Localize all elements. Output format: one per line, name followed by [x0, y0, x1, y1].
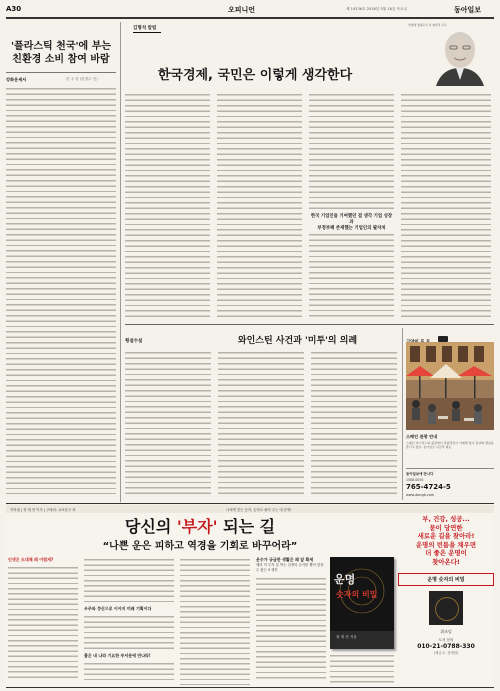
left-headline-line-2: 친환경 소비 참여 바람: [12, 54, 110, 65]
column-tag: 김형석 칼럼: [133, 26, 157, 31]
ad-top-line: 저작권 | 정 재 현 이사 | 구매처: 교보문고 외: [10, 507, 76, 512]
column-divider-1: [120, 22, 121, 502]
page-number: A30: [6, 5, 22, 13]
main-body-col-3-bottom: [309, 232, 394, 318]
publisher-phone-label: 1588-0050: [406, 478, 424, 482]
left-body-text: [6, 86, 116, 494]
main-bottom-rule: [125, 324, 494, 325]
publisher-box: [406, 468, 494, 499]
main-body-col-2: [217, 92, 302, 318]
ad-book-caption-body: [330, 653, 394, 685]
ad-right-body: [256, 576, 326, 682]
ad-middle-heading-2: 좋은 내 나라 기요한 부서문에 만나라!: [84, 653, 151, 658]
ad-mid-body-3: [84, 661, 174, 681]
ad-title-post: 되는 길: [217, 517, 276, 536]
author-portrait-image: [408, 24, 488, 86]
book-author: 정 재 현 지음: [336, 635, 357, 639]
ad-side-small: (예금주: 정재현): [433, 650, 459, 655]
ad-side-image-inner: [435, 597, 459, 621]
main-body-col-1: [125, 92, 210, 318]
book-title-2: 숫자의 비밀: [336, 590, 378, 599]
header-rule: [6, 17, 494, 19]
ad-right-subheading: 제비 이 부자 꿈 박는 일생의 숫자를 뽑아 맞을 수 왔는 5 행산: [256, 563, 324, 572]
ad-left-body: [8, 565, 78, 681]
ad-side-phone: 010-21-0788-330: [417, 642, 475, 650]
ad-middle-heading: 우주와 정신으로 이어지 미래 기획이다: [84, 606, 152, 611]
photo-tag: [406, 328, 494, 340]
left-column: [6, 22, 116, 500]
advertisement: [6, 505, 494, 687]
bottom-body-col-2: [218, 350, 304, 498]
column-tag-underline: [133, 32, 161, 33]
ad-title: [6, 517, 394, 537]
main-body-col-4: [401, 92, 491, 318]
book-title-1: 운명: [334, 573, 356, 586]
main-subhead-line-1: 한국 기업인들 기여했던 걸 생각 기업 성장과: [310, 214, 393, 225]
paper-name: 동아일보: [454, 6, 482, 14]
author-caption: 연세대 명예교수·전 철학과 교수: [408, 23, 447, 27]
ad-side-book: 운명 숫자의 비밀: [398, 573, 494, 586]
ad-book-cover: [330, 557, 394, 649]
bottom-tag: 횡설수설: [125, 339, 143, 344]
bottom-body-col-1: [125, 350, 211, 498]
main-article: [125, 22, 494, 322]
cafe-plaza-photo: [406, 342, 494, 430]
left-headline-line-1: '플라스틱 천국'에 부는: [10, 41, 112, 52]
ad-mid-body-1: [84, 557, 174, 603]
ad-section-heading: 인생은 도대체 왜 어렵게?: [8, 557, 54, 562]
ad-top-band: [6, 505, 494, 513]
ad-subtitle: “나쁜 운은 피하고 역경을 기회로 바꾸어라”: [102, 541, 298, 552]
photo-section: [406, 328, 494, 500]
publisher-title: 동아일보에 만나다: [406, 472, 434, 476]
ad-side-phone-label: 도서 문의: [438, 637, 454, 642]
ad-right-block: [256, 557, 326, 685]
ad-mid-block-1: [84, 557, 174, 685]
photo-caption-title: 스페인 관광 안내: [406, 434, 438, 439]
ad-mid-block-2: [180, 557, 250, 685]
ad-title-emph: '부자': [176, 517, 218, 536]
ad-mid-body-2: [84, 614, 174, 650]
left-headline: [6, 40, 116, 66]
ad-side-publisher: 위즈덤: [440, 628, 452, 634]
bottom-headline: 와인스틴 사건과 '미투'의 의례: [237, 336, 358, 346]
ad-title-pre: 당신의: [124, 517, 177, 536]
left-byline-rule: [6, 72, 116, 73]
ad-top-rule: [6, 503, 494, 504]
ad-right-heading: 운수가 궁금한 생활은 왜 앞 확세: [256, 557, 314, 562]
left-byline-name: 강화운세서: [6, 77, 27, 82]
bottom-body-col-3: [311, 350, 397, 498]
ad-side-panel: [398, 515, 494, 685]
bottom-left-article: [125, 328, 400, 500]
section-label: 오피니언: [228, 6, 256, 14]
main-subhead: [309, 214, 394, 232]
camera-icon: [438, 336, 448, 342]
ad-top-right: 나에게 맞는 숫자, 숫자로 풀어 주는 내 운명!: [226, 507, 292, 512]
main-headline: 한국경제, 국민은 이렇게 생각한다: [157, 68, 353, 83]
date-line: 제 19236호 2016년 3월 18일 목요일: [346, 7, 407, 11]
ad-side-image: [429, 591, 463, 625]
ad-left-block: [8, 557, 78, 685]
author-photo: [408, 24, 488, 86]
main-subhead-line-2: 부정부패 존재했는 기업인의 팔자처: [317, 226, 386, 231]
publisher-site[interactable]: www.dongA.com: [406, 493, 435, 497]
photo-caption-text: 스페인 마드리드의 광장에서 관광객들이 카페에 앉아 봄날의 햇살을 즐기고 있다. 동아일보 사진부 제공: [406, 441, 494, 450]
page-header: [6, 4, 494, 16]
publisher-phone: 765-4724-5: [406, 483, 451, 491]
ad-side-tagline: 부, 건강, 성공... 묻이 당연한 새로운 길을 찾아라! 운명의 빈틈을 채우면 더 좋은 운명이 찾아온다!: [415, 515, 476, 566]
ad-bottom-rule: [6, 687, 494, 688]
main-body-col-3-top: [309, 92, 394, 212]
column-divider-2: [402, 328, 403, 500]
left-byline-role: 한 주 한 (한창주 인): [66, 77, 98, 81]
